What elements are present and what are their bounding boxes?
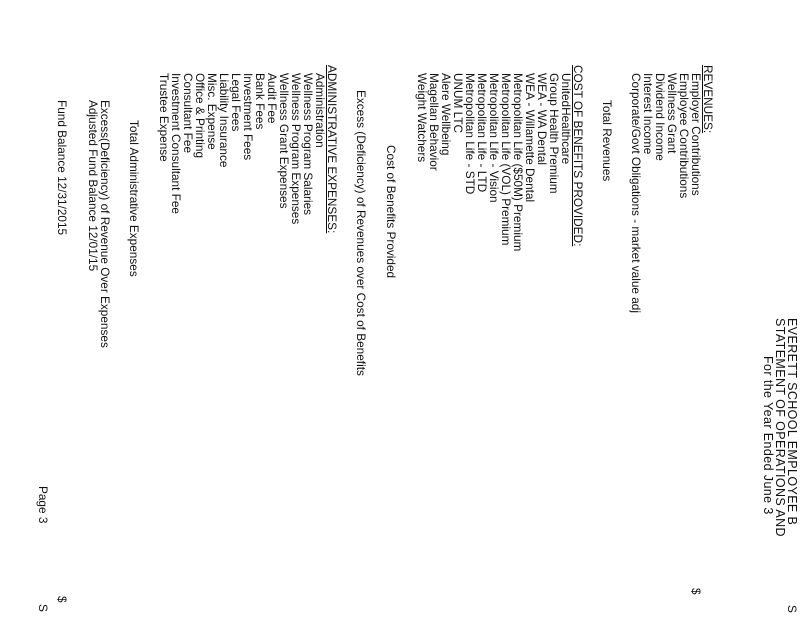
page-number: Page 3	[36, 486, 50, 524]
benefit-item: Metropolitan Life (VOL) Premium	[499, 73, 513, 246]
benefit-item: Metropolitan Life - STD	[463, 73, 477, 195]
admin-item: Wellness Program Salaries	[301, 73, 315, 216]
benefit-item: WEA - Willamette Dental	[523, 73, 537, 203]
excess-over-expenses-label: Excess(Deficiency) of Revenue Over Expenses	[98, 100, 112, 348]
report-title-line-3: For the Year Ended June 3	[761, 356, 775, 515]
benefit-item: Magellan Behavior	[427, 73, 441, 171]
benefit-item: Group Health Premium	[547, 73, 561, 194]
revenue-item: Wellness Grant	[665, 73, 679, 154]
excess-over-benefits-label: Excess (Deficiency) of Revenues over Cost of Benefits	[354, 90, 368, 376]
revenue-item: Interest Income	[641, 73, 655, 155]
admin-item: Investment Fees	[241, 73, 255, 161]
benefit-item: Alere Wellbeing	[439, 73, 453, 156]
admin-item: Trustee Expense	[157, 73, 171, 162]
fund-balance-label: Fund Balance 12/31/2015	[55, 100, 69, 236]
report-title-line-1: EVERETT SCHOOL EMPLOYEE B	[785, 318, 799, 526]
benefit-item: Metropolitan Life ($50M) Premium	[511, 73, 525, 252]
admin-item: Audit Fee	[265, 73, 279, 124]
fund-balance-dollar-sign: $	[55, 596, 69, 603]
benefit-item: UnitedHealthcare	[559, 73, 573, 165]
revenue-item: Employer Contributions	[689, 73, 703, 196]
admin-item: Misc. Expense	[205, 73, 219, 150]
total-admin-expenses-label: Total Administrative Expenses	[127, 120, 141, 277]
benefit-item: Weight Watchers	[415, 73, 429, 163]
revenue-item: Corporate/Govt Obligations - market value adj	[629, 73, 643, 313]
admin-item: Wellness Program Expenses	[289, 73, 303, 225]
total-revenues-label: Total Revenues	[600, 100, 614, 182]
report-title-line-2: STATEMENT OF OPERATIONS AND	[773, 318, 787, 537]
adjusted-fund-balance-label: Adjusted Fund Balance 12/01/15	[86, 100, 100, 272]
footer-s-fragment: S	[36, 604, 50, 612]
admin-item: Bank Fees	[253, 73, 267, 130]
benefit-item: WEA - WA Dental	[535, 73, 549, 165]
admin-item: Office & Printing	[193, 73, 207, 159]
admin-item: Investment Consultant Fee	[169, 73, 183, 214]
benefit-item: UNUM LTC	[451, 73, 465, 134]
admin-heading: ADMINISTRATIVE EXPENSES:	[325, 65, 339, 234]
revenue-item: Dividend Income	[653, 73, 667, 161]
revenue-item: Employee Contributions	[677, 73, 691, 199]
benefit-item: Metropolitan Life - LTD	[475, 73, 489, 193]
admin-item: Legal Fees	[229, 73, 243, 132]
admin-item: Administration	[313, 73, 327, 148]
cost-of-benefits-total-label: Cost of Benefits Provided	[384, 145, 398, 279]
benefits-heading: COST OF BENEFITS PROVIDED:	[571, 65, 585, 247]
admin-item: Liability Insurance	[217, 73, 231, 168]
admin-item: Wellness Grant Expenses	[277, 73, 291, 209]
admin-item: Consultant Fee	[181, 73, 195, 154]
header-s-fragment: S	[785, 605, 799, 613]
benefit-item: Metropolitan Life - Vision	[487, 73, 501, 203]
revenues-heading: REVENUES:	[701, 65, 715, 134]
revenue-dollar-sign: $	[689, 588, 703, 595]
